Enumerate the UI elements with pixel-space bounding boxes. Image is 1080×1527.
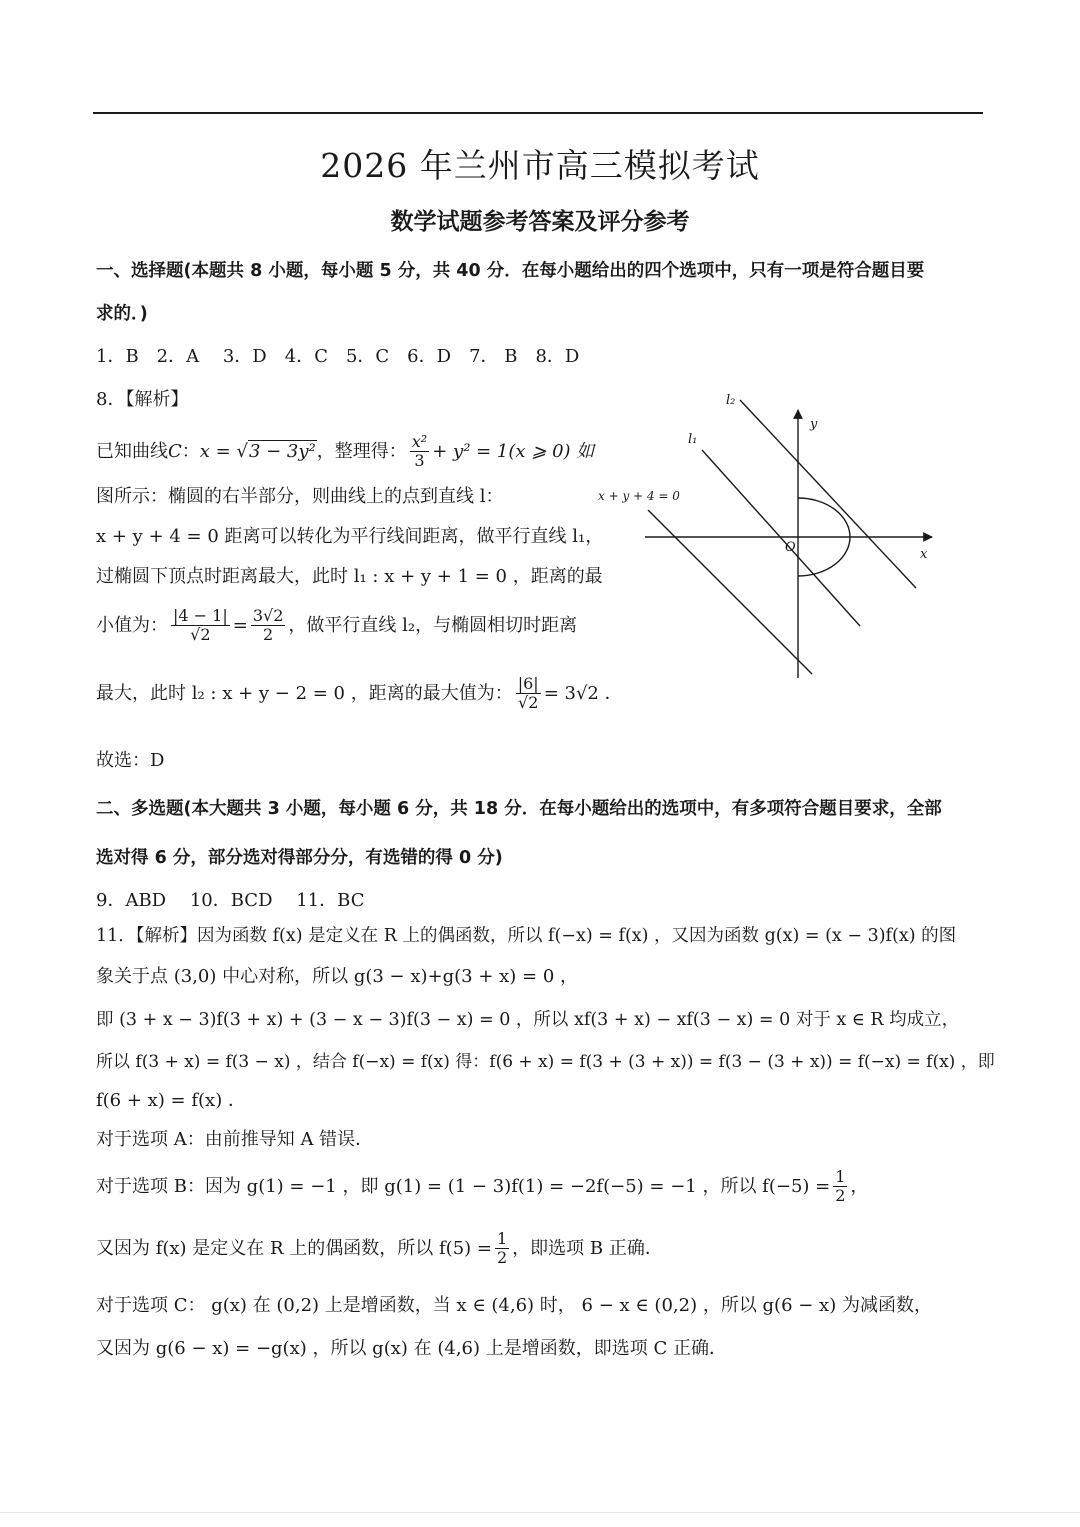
- q8-fraction: [171, 607, 230, 645]
- q8-line2: 图所示：椭圆的右半部分，则曲线上的点到直线 l：: [96, 486, 504, 507]
- fraction-numerator: x²: [411, 432, 428, 451]
- section2-heading-line1: 二、多选题(本大题共 3 小题，每小题 6 分，共 18 分．在每小题给出的选项中，有多项符合题目要求，全部: [96, 799, 942, 819]
- line-l1: [702, 450, 860, 626]
- q11-line3: 即 (3 + x − 3)f(3 + x) + (3 − x − 3)f(3 − x) = 0 ，所以 xf(3 + x) − xf(3 − x) = 0 对于 x ∈ R 均成立，: [96, 1010, 960, 1030]
- label-y: y: [810, 417, 818, 432]
- section2-answers: 9．ABD 10．BCD 11．BC: [96, 890, 365, 911]
- q8-math: + y² = 1(x ⩾ 0) 如: [432, 440, 595, 462]
- bottom-rule: [0, 1512, 1080, 1513]
- q8-text: = 3√2 ．: [543, 682, 623, 704]
- q8-fraction: [516, 675, 541, 713]
- q11-text: ，: [850, 1175, 869, 1197]
- exam-title: 2026 年兰州市高三模拟考试: [320, 146, 760, 185]
- q8-radicand: 3 − 3y²: [248, 440, 316, 462]
- q8-line3: x + y + 4 = 0 距离可以转化为平行线间距离，做平行直线 l₁，: [96, 526, 604, 547]
- top-rule: [93, 112, 983, 114]
- q8-line6: [96, 675, 623, 713]
- equals-sign: =: [232, 614, 248, 636]
- sqrt-sign: √: [236, 440, 248, 462]
- q8-fraction: [251, 607, 286, 645]
- q11-option-b-line1: [96, 1168, 868, 1206]
- q8-text: ，整理得：: [316, 440, 407, 462]
- fraction-denominator: √2: [518, 693, 539, 713]
- label-given-line: x + y + 4 = 0: [598, 489, 680, 503]
- ellipse-figure: [590, 388, 950, 688]
- q8-text: 已知曲线: [96, 440, 168, 462]
- q11-line2: 象关于点 (3,0) 中心对称，所以 g(3 − x)+g(3 + x) = 0 ，: [96, 966, 579, 987]
- q11-fraction: [833, 1168, 847, 1206]
- q8-text: ：: [181, 440, 200, 462]
- q11-text: 又因为 f(x) 是定义在 R 上的偶函数，所以 f(5) =: [96, 1237, 492, 1259]
- section1-heading-line2: 求的．): [96, 304, 148, 324]
- q8-line1: [96, 433, 594, 471]
- q8-text: ，做平行直线 l₂，与椭圆相切时距离: [288, 614, 578, 636]
- fraction-numerator: 1: [835, 1167, 846, 1186]
- fraction-numerator: |6|: [517, 674, 539, 693]
- exam-subtitle: 数学试题参考答案及评分参考: [390, 209, 690, 235]
- fraction-numerator: 3√2: [252, 606, 284, 625]
- q11-line5: f(6 + x) = f(x) ．: [96, 1090, 246, 1111]
- fraction-denominator: 3: [414, 451, 425, 471]
- q11-option-c-line1: 对于选项 C： g(x) 在 (0,2) 上是增函数，当 x ∈ (4,6) 时， 6 − x ∈ (0,2) ，所以 g(6 − x) 为减函数，: [96, 1295, 932, 1316]
- q8-math: x =: [199, 440, 237, 462]
- section2-heading-line2: 选对得 6 分，部分选对得部分分，有选错的得 0 分): [96, 848, 503, 868]
- q11-text: ，即选项 B 正确．: [512, 1237, 663, 1259]
- label-x: x: [920, 547, 928, 562]
- q8-line5: [96, 607, 577, 645]
- q8-text: 小值为：: [96, 614, 168, 636]
- q11-line4: 所以 f(3 + x) = f(3 − x) ，结合 f(−x) = f(x) 得：f(6 + x) = f(3 + (3 + x)) = f(3 − (3 + x)) = f(−x) = f(x) ，即: [96, 1052, 995, 1072]
- label-origin: O: [785, 540, 796, 555]
- q8-fraction: [410, 433, 429, 471]
- q11-option-c-line2: 又因为 g(6 − x) = −g(x) ，所以 g(x) 在 (4,6) 上是增函数，即选项 C 正确．: [96, 1338, 727, 1359]
- q11-option-a: 对于选项 A：由前推导知 A 错误．: [96, 1129, 374, 1150]
- line-given: [648, 510, 812, 674]
- fraction-denominator: 2: [835, 1186, 846, 1206]
- q11-fraction: [495, 1230, 509, 1268]
- label-l2: l₂: [726, 393, 736, 408]
- q11-line1: 11．【解析】因为函数 f(x) 是定义在 R 上的偶函数，所以 f(−x) = f(x) ，又因为函数 g(x) = (x − 3)f(x) 的图: [96, 926, 957, 946]
- q11-text: 对于选项 B：因为 g(1) = −1 ，即 g(1) = (1 − 3)f(1) = −2f(−5) = −1 ，所以 f(−5) =: [96, 1175, 831, 1197]
- q8-text: 最大，此时 l₂ : x + y − 2 = 0 ，距离的最大值为：: [96, 682, 513, 704]
- q11-option-b-line2: [96, 1230, 663, 1268]
- q8-line4: 过椭圆下顶点时距离最大，此时 l₁ : x + y + 1 = 0 ，距离的最: [96, 566, 603, 587]
- fraction-denominator: 2: [263, 625, 274, 645]
- q8-conclusion: 故选：D: [96, 750, 165, 771]
- q8-heading: 8．【解析】: [96, 389, 189, 410]
- fraction-numerator: 1: [496, 1229, 508, 1248]
- section1-heading-line1: 一、选择题(本题共 8 小题，每小题 5 分，共 40 分．在每小题给出的四个选项中，只有一项是符合题目要: [96, 261, 925, 281]
- fraction-numerator: |4 − 1|: [173, 606, 228, 625]
- line-l2: [740, 400, 916, 588]
- fraction-denominator: 2: [496, 1248, 508, 1268]
- section1-answers: 1．B 2．A 3．D 4．C 5．C 6．D 7． B 8．D: [96, 346, 580, 367]
- fraction-denominator: √2: [190, 625, 211, 645]
- q8-curve-name: C: [168, 440, 182, 462]
- label-l1: l₁: [688, 432, 698, 447]
